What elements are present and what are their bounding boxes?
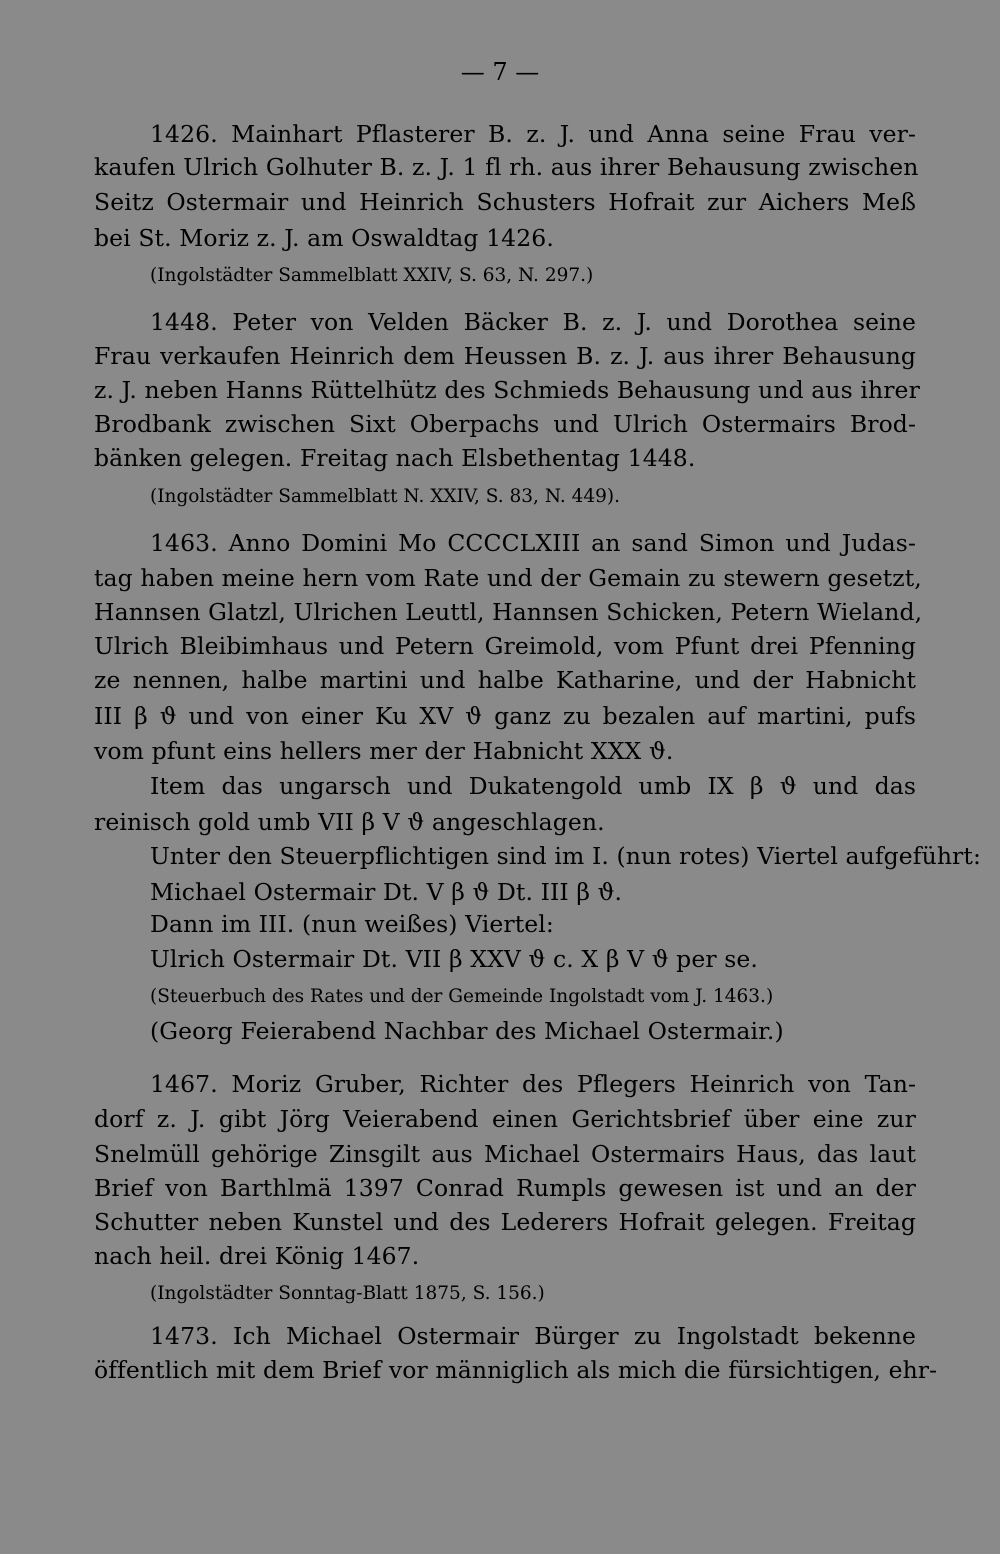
text-line: 1467. Moriz Gruber, Richter des Pflegers Heinrich von Tan- bbox=[150, 1070, 916, 1098]
text-line: bänken gelegen. Freitag nach Elsbethentag 1448. bbox=[94, 444, 696, 472]
text-line: nach heil. drei König 1467. bbox=[94, 1242, 420, 1270]
text-line: Seitz Ostermair und Heinrich Schusters Hofrait zur Aichers Meß bbox=[94, 188, 916, 216]
text-line: Item das ungarsch und Dukatengold umb IX β ϑ und das bbox=[150, 772, 916, 800]
text-line: Michael Ostermair Dt. V β ϑ Dt. III β ϑ. bbox=[150, 878, 623, 906]
text-line: (Georg Feierabend Nachbar des Michael Ostermair.) bbox=[150, 1017, 784, 1045]
text-line: Unter den Steuerpflichtigen sind im I. (nun rotes) Viertel aufgeführt: bbox=[150, 842, 981, 870]
source-citation: (Ingolstädter Sonntag-Blatt 1875, S. 156.) bbox=[150, 1283, 545, 1304]
text-line: öffentlich mit dem Brief vor männiglich als mich die fürsichtigen, ehr- bbox=[94, 1356, 938, 1384]
text-line: Brodbank zwischen Sixt Oberpachs und Ulrich Ostermairs Brod- bbox=[94, 410, 916, 438]
text-line: Schutter neben Kunstel und des Lederers Hofrait gelegen. Freitag bbox=[94, 1208, 916, 1236]
source-citation: (Ingolstädter Sammelblatt XXIV, S. 63, N. 297.) bbox=[150, 265, 594, 286]
text-line: Ulrich Bleibimhaus und Petern Greimold, vom Pfunt drei Pfenning bbox=[94, 632, 916, 660]
text-line: Dann im III. (nun weißes) Viertel: bbox=[150, 910, 554, 938]
page-number: — 7 — bbox=[460, 58, 540, 86]
text-line: kaufen Ulrich Golhuter B. z. J. 1 fl rh. aus ihrer Behausung zwischen bbox=[94, 153, 919, 181]
text-line: Hannsen Glatzl, Ulrichen Leuttl, Hannsen Schicken, Petern Wieland, bbox=[94, 598, 923, 626]
source-citation: (Ingolstädter Sammelblatt N. XXIV, S. 83, N. 449). bbox=[150, 486, 620, 507]
text-line: vom pfunt eins hellers mer der Habnicht XXX ϑ. bbox=[94, 737, 674, 765]
text-line: Brief von Barthlmä 1397 Conrad Rumpls gewesen ist und an der bbox=[94, 1174, 916, 1202]
text-line: bei St. Moriz z. J. am Oswaldtag 1426. bbox=[94, 224, 554, 252]
text-line: tag haben meine hern vom Rate und der Gemain zu stewern gesetzt, bbox=[94, 564, 922, 592]
text-line: 1448. Peter von Velden Bäcker B. z. J. und Dorothea seine bbox=[150, 308, 916, 336]
text-line: III β ϑ und von einer Ku XV ϑ ganz zu bezalen auf martini, pufs bbox=[94, 702, 916, 730]
text-line: 1463. Anno Domini Mo CCCCLXIII an sand Simon und Judas- bbox=[150, 529, 916, 557]
text-line: Frau verkaufen Heinrich dem Heussen B. z. J. aus ihrer Behausung bbox=[94, 342, 916, 370]
text-line: dorf z. J. gibt Jörg Veierabend einen Gerichtsbrief über eine zur bbox=[94, 1105, 916, 1133]
source-citation: (Steuerbuch des Rates und der Gemeinde Ingolstadt vom J. 1463.) bbox=[150, 986, 774, 1007]
text-line: 1473. Ich Michael Ostermair Bürger zu Ingolstadt bekenne bbox=[150, 1322, 916, 1350]
text-line: 1426. Mainhart Pflasterer B. z. J. und Anna seine Frau ver- bbox=[150, 120, 916, 148]
text-line: reinisch gold umb VII β V ϑ angeschlagen. bbox=[94, 808, 605, 836]
text-line: Snelmüll gehörige Zinsgilt aus Michael Ostermairs Haus, das laut bbox=[94, 1140, 916, 1168]
text-line: Ulrich Ostermair Dt. VII β XXV ϑ c. X β V ϑ per se. bbox=[150, 945, 758, 973]
text-line: ze nennen, halbe martini und halbe Katharine, und der Habnicht bbox=[94, 666, 916, 694]
text-line: z. J. neben Hanns Rüttelhütz des Schmieds Behausung und aus ihrer bbox=[94, 376, 920, 404]
